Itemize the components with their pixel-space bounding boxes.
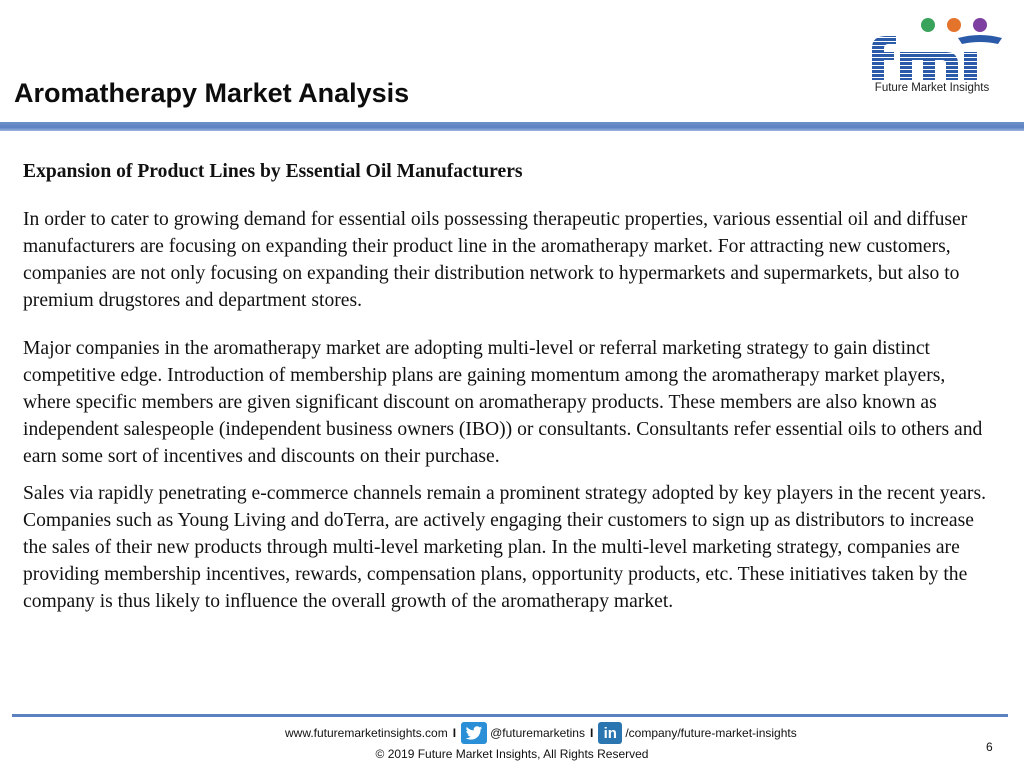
fmi-logo-mark bbox=[862, 14, 1012, 84]
footer-links bbox=[285, 722, 797, 744]
paragraph-1: In order to cater to growing demand for essential oils possessing therapeutic properties, various essential oil and diffuser manufacturers are focusing on expanding their product line in the aromatherapy market. For attracting new customers, companies are not only focusing on expanding their distribution network to hypermarkets and supermarkets, but also to premium drugstores and department stores. bbox=[23, 209, 968, 311]
copyright: © 2019 Future Market Insights, All Rights Reserved bbox=[375, 747, 649, 761]
website-link[interactable]: www.futuremarketinsights.com bbox=[285, 726, 448, 740]
fmi-logo bbox=[862, 14, 1012, 100]
logo-caption: Future Market Insights bbox=[874, 82, 990, 94]
paragraph-3: Sales via rapidly penetrating e-commerce channels remain a prominent strategy adopted by key players in the recent years. Companies such as Young Living and doTerra, are actively engaging their customers to sign up as distributors to increase the sales of their new products through multi-level marketing plan. In the multi-level marketing strategy, companies are providing membership incentives, rewards, compensation plans, opportunity products, etc. These initiatives taken by the company is thus likely to influence the overall growth of the aromatherapy market. bbox=[23, 483, 986, 612]
page-title: Aromatherapy Market Analysis bbox=[14, 78, 410, 108]
separator: I bbox=[452, 726, 457, 740]
paragraph-2: Major companies in the aromatherapy market are adopting multi-level or referral marketing strategy to gain distinct competitive edge. Introduction of membership plans are gaining momentum among the aromatherapy market players, where specific members are given significant discount on aromatherapy products. These members are also known as independent salespeople (independent business owners (IBO)) or consultants. Consultants refer essential oils to others and earn some sort of incentives and discounts on their purchase. bbox=[23, 338, 983, 467]
twitter-handle[interactable]: @futuremarketins bbox=[490, 726, 585, 740]
main-content bbox=[23, 158, 998, 636]
twitter-icon[interactable] bbox=[461, 722, 487, 744]
header-divider bbox=[0, 122, 1024, 131]
footer-divider bbox=[12, 714, 1008, 717]
linkedin-icon[interactable]: in bbox=[598, 722, 622, 744]
footer bbox=[0, 722, 1024, 766]
section-subheading: Expansion of Product Lines by Essential Oil Manufacturers bbox=[23, 161, 523, 182]
linkedin-link[interactable]: /company/future-market-insights bbox=[625, 726, 797, 740]
separator: I bbox=[589, 726, 594, 740]
page-number: 6 bbox=[986, 740, 993, 754]
